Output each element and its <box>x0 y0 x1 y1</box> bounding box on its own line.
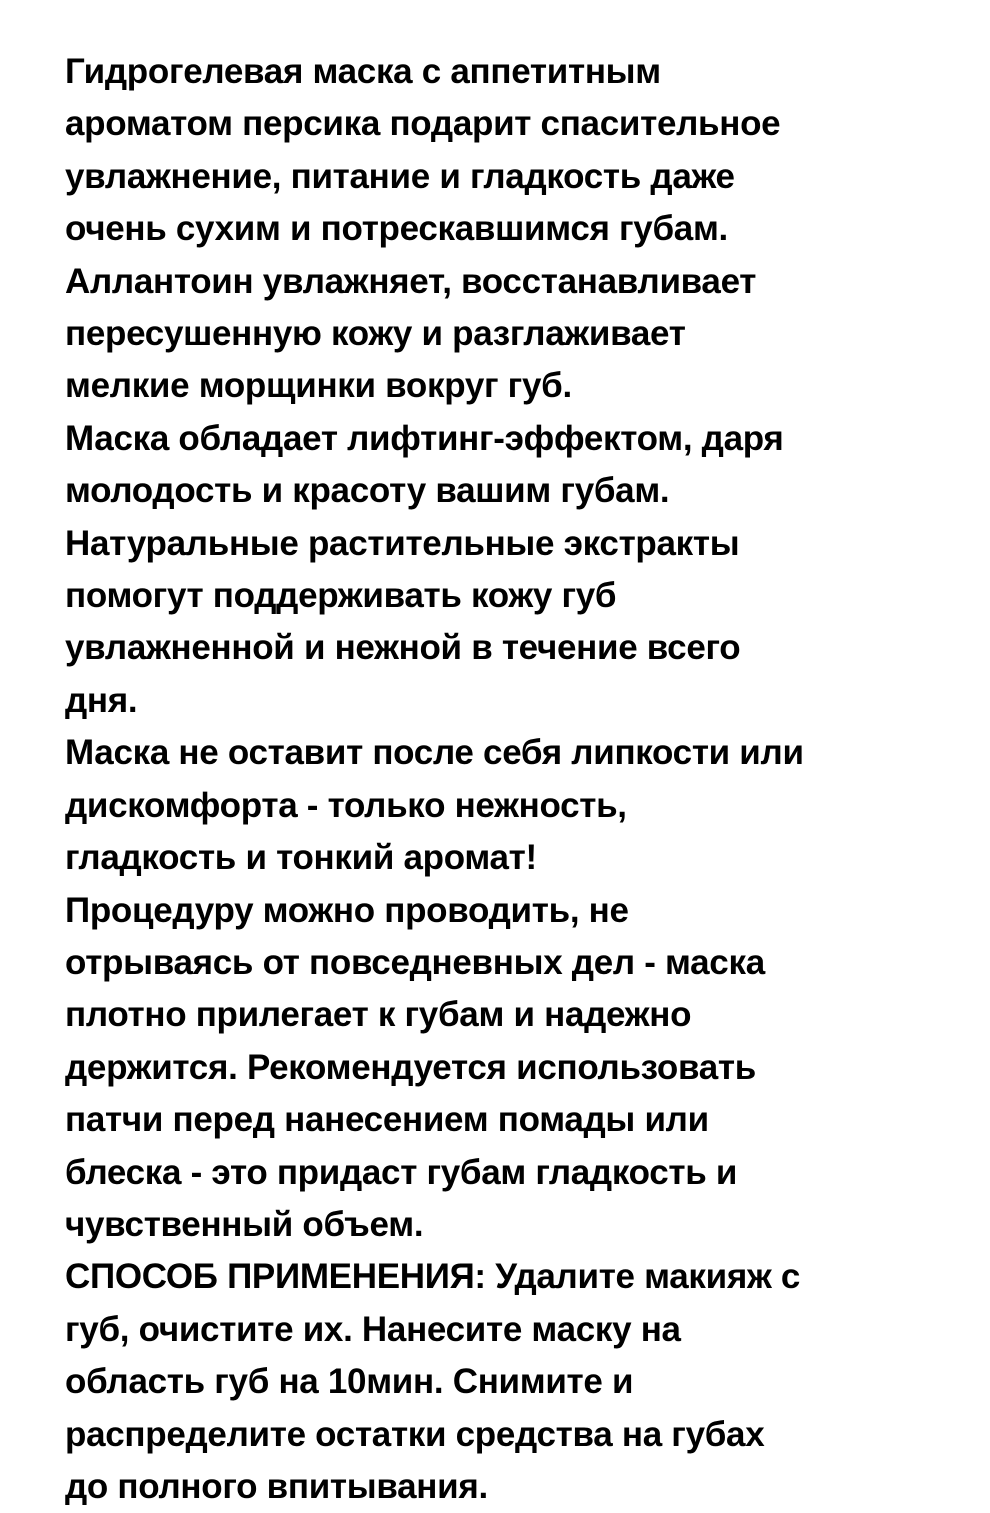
text-line: помогут поддерживать кожу губ <box>65 576 617 616</box>
text-line: очень сухим и потрескавшимся губам. <box>65 209 728 249</box>
text-line: увлажнение, питание и гладкость даже <box>65 156 735 196</box>
text-line: Натуральные растительные экстракты <box>65 523 740 563</box>
product-description <box>65 46 804 1513</box>
text-line: чувственный объем. <box>65 1204 424 1244</box>
text-line: Аллантоин увлажняет, восстанавливает <box>65 261 757 301</box>
text-line: Процедуру можно проводить, не <box>65 890 629 930</box>
text-line: пересушенную кожу и разглаживает <box>65 314 686 354</box>
text-line: дня. <box>65 680 138 720</box>
text-line: держится. Рекомендуется использовать <box>65 1047 756 1087</box>
text-line: Маска обладает лифтинг-эффектом, даря <box>65 418 784 458</box>
text-line: СПОСОБ ПРИМЕНЕНИЯ: Удалите макияж с <box>65 1257 801 1297</box>
text-line: патчи перед нанесением помады или <box>65 1100 709 1140</box>
text-line: область губ на 10мин. Снимите и <box>65 1362 634 1402</box>
text-line: губ, очистите их. Нанесите маску на <box>65 1309 681 1349</box>
text-line: Маска не оставит после себя липкости или <box>65 733 804 773</box>
text-line: ароматом персика подарит спасительное <box>65 104 781 144</box>
text-line: гладкость и тонкий аромат! <box>65 838 537 878</box>
text-line: увлажненной и нежной в течение всего <box>65 628 741 668</box>
text-line: распределите остатки средства на губах <box>65 1414 765 1454</box>
text-line: мелкие морщинки вокруг губ. <box>65 366 572 406</box>
text-line: плотно прилегает к губам и надежно <box>65 995 692 1035</box>
text-line: блеска - это придаст губам гладкость и <box>65 1152 738 1192</box>
text-line: молодость и красоту вашим губам. <box>65 471 670 511</box>
text-line: отрываясь от повседневных дел - маска <box>65 942 765 982</box>
text-line: дискомфорта - только нежность, <box>65 785 627 825</box>
text-line: до полного впитывания. <box>65 1466 488 1506</box>
text-line: Гидрогелевая маска с аппетитным <box>65 52 661 91</box>
